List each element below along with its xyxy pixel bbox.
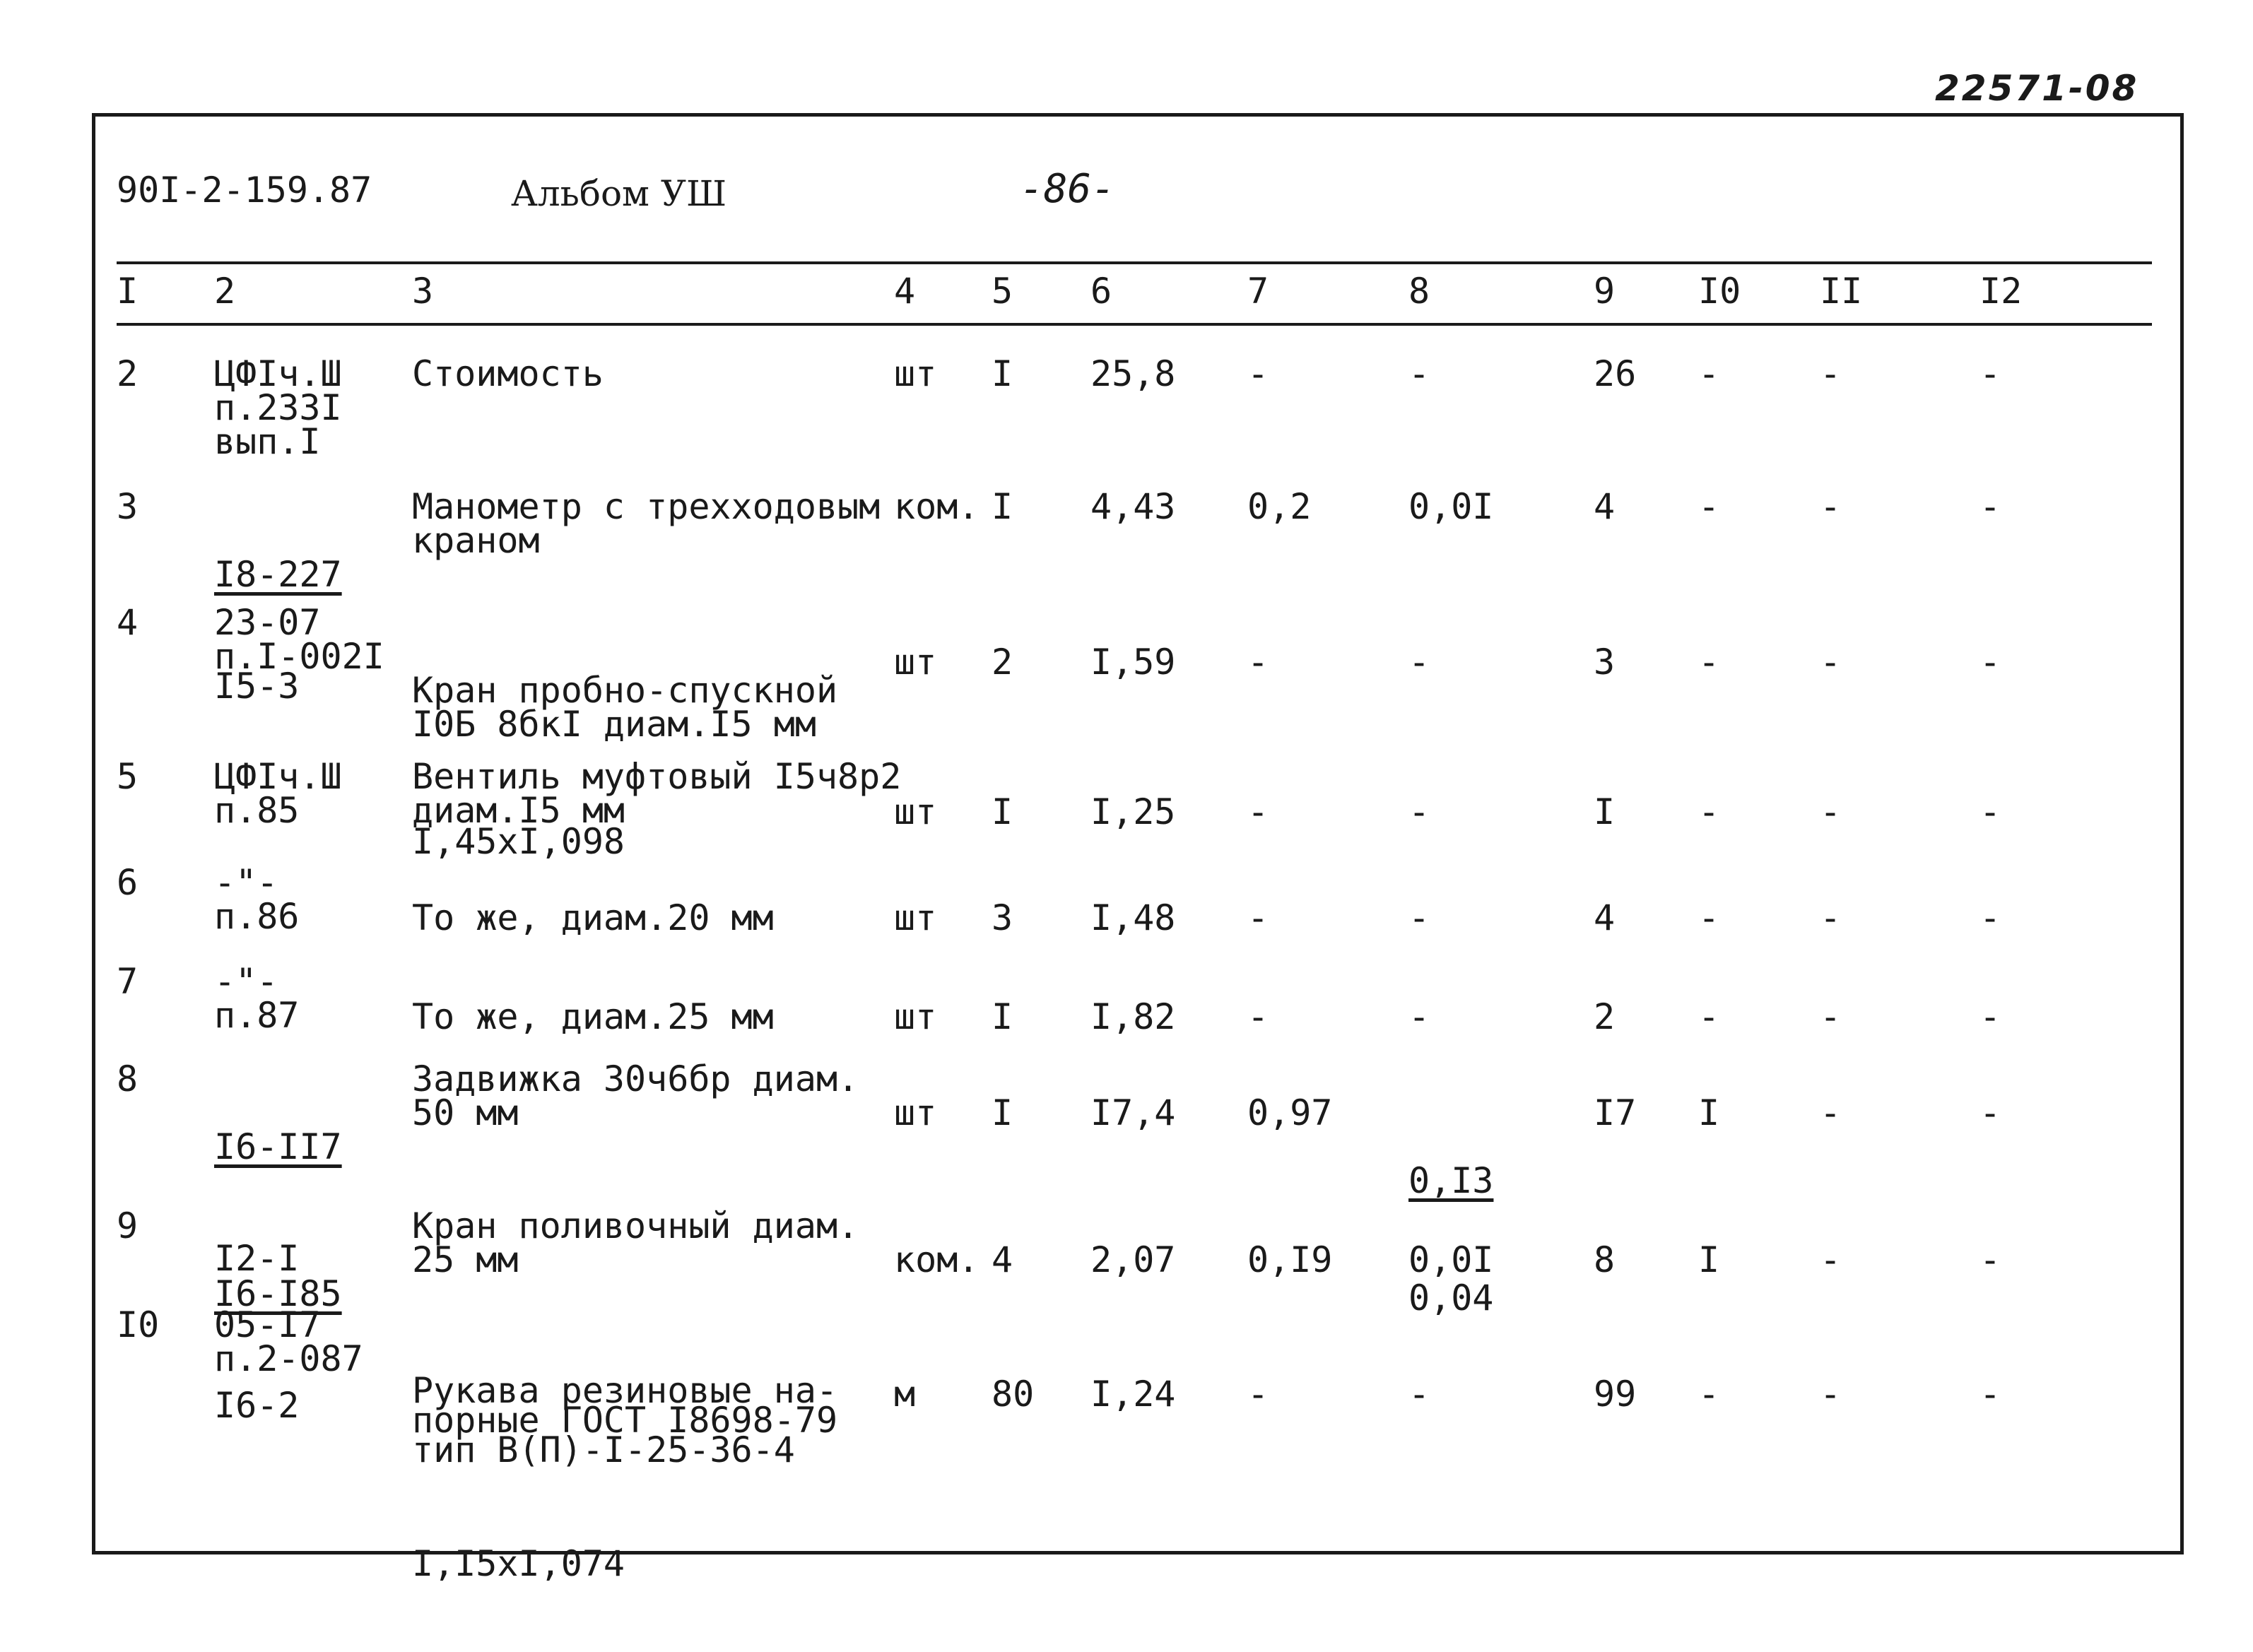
col8-cell: -: [1408, 353, 1430, 394]
name-text: Кран пробно-спускной I0Б 8бкI диам.I5 мм: [412, 670, 838, 745]
price-cell: I,25: [1090, 791, 1176, 832]
code-denominator: I5-3: [214, 666, 300, 707]
col10-cell: -: [1698, 353, 1720, 394]
col10-cell: -: [1698, 996, 1720, 1037]
col12-cell: -: [1980, 996, 2001, 1037]
row-number: 5: [117, 756, 139, 797]
price-cell: I,59: [1090, 642, 1176, 683]
project-code: 90I-2-159.87: [117, 170, 372, 211]
col7-cell: 0,2: [1247, 486, 1312, 527]
unit-cell: шт: [894, 353, 937, 394]
qty-cell: I: [992, 486, 1013, 527]
col12-cell: -: [1980, 791, 2001, 832]
qty-cell: I: [992, 353, 1013, 394]
column-header: I0: [1698, 271, 1741, 312]
name-cell: То же, диам.25 мм: [412, 996, 774, 1037]
name-cell: Задвижка 30ч6бр диам. 50 мм: [412, 1058, 859, 1133]
col9-cell: 4: [1594, 486, 1616, 527]
name-cell: То же, диам.20 мм: [412, 897, 774, 938]
name-extra: I,I5хI,074: [412, 1543, 625, 1584]
name-cell: Манометр с трехходовым краном: [412, 486, 881, 561]
col10-cell: -: [1698, 486, 1720, 527]
code-cell: -"- п.86: [214, 862, 300, 937]
col7-cell: -: [1247, 791, 1269, 832]
unit-cell: ком.: [894, 486, 980, 527]
price-cell: 25,8: [1090, 353, 1176, 394]
name-cell: Стоимость: [412, 353, 604, 394]
qty-cell: 80: [992, 1374, 1035, 1415]
name-cell: Кран поливочный диам. 25 мм: [412, 1205, 859, 1280]
qty-cell: I: [992, 996, 1013, 1037]
col8-cell: -: [1408, 1374, 1430, 1415]
name-cell: [412, 1308, 837, 1648]
unit-cell: м: [894, 1374, 916, 1415]
code-cell: ЦФIч.Ш п.85: [214, 756, 342, 831]
col9-cell: 3: [1594, 642, 1616, 683]
col9-cell: 4: [1594, 897, 1616, 938]
col7-cell: 0,I9: [1247, 1239, 1333, 1280]
header-top-rule: [117, 261, 2152, 264]
unit-cell: шт: [894, 1092, 937, 1133]
code-numerator: I6-I85: [214, 1273, 342, 1314]
code-cell: -"- п.87: [214, 961, 300, 1036]
price-cell: I,82: [1090, 996, 1176, 1037]
column-header: 5: [992, 271, 1013, 312]
col11-cell: -: [1820, 791, 1842, 832]
col10-cell: -: [1698, 1374, 1720, 1415]
col12-cell: -: [1980, 1092, 2001, 1133]
col9-cell: 8: [1594, 1239, 1616, 1280]
col12-cell: -: [1980, 897, 2001, 938]
code-numerator: I8-227: [214, 554, 342, 595]
col8-cell: -: [1408, 897, 1430, 938]
col7-cell: -: [1247, 996, 1269, 1037]
column-header: 8: [1408, 271, 1430, 312]
column-header: II: [1820, 271, 1863, 312]
col9-cell: I: [1594, 791, 1616, 832]
col12-cell: -: [1980, 1239, 2001, 1280]
column-header: I2: [1980, 271, 2023, 312]
unit-cell: шт: [894, 642, 937, 683]
price-cell: I,24: [1090, 1374, 1176, 1415]
col11-cell: -: [1820, 1092, 1842, 1133]
col11-cell: -: [1820, 486, 1842, 527]
name-extra: I,45хI,098: [412, 821, 625, 862]
col8-cell: -: [1408, 791, 1430, 832]
column-header: 3: [412, 271, 434, 312]
unit-cell: шт: [894, 897, 937, 938]
col7-cell: -: [1247, 897, 1269, 938]
col10-cell: -: [1698, 791, 1720, 832]
col7-cell: -: [1247, 642, 1269, 683]
price-cell: 4,43: [1090, 486, 1176, 527]
column-header: 9: [1594, 271, 1616, 312]
qty-cell: 2: [992, 642, 1013, 683]
document-number: 22571-08: [1935, 68, 2139, 109]
col9-cell: I7: [1594, 1092, 1637, 1133]
row-number: 4: [117, 602, 139, 643]
name-text: Рукава резиновые на- порные ГОСТ I8698-79 тип В(П)-I-25-36-4: [412, 1370, 838, 1470]
col12-cell: -: [1980, 353, 2001, 394]
name-cell: Вентиль муфтовый I5ч8р2 диам.I5 мм: [412, 756, 902, 831]
price-cell: 2,07: [1090, 1239, 1176, 1280]
row-number: 3: [117, 486, 139, 527]
col11-cell: -: [1820, 1239, 1842, 1280]
column-header: 6: [1090, 271, 1112, 312]
column-header: 4: [894, 271, 916, 312]
unit-cell: шт: [894, 791, 937, 832]
col12-cell: -: [1980, 486, 2001, 527]
col8-cell: 0,0I: [1408, 1239, 1494, 1280]
code-denominator: I2-I: [214, 1238, 300, 1279]
col10-cell: I: [1698, 1092, 1720, 1133]
col11-cell: -: [1820, 996, 1842, 1037]
row-number: 7: [117, 961, 139, 1002]
code-cell: ЦФIч.Ш п.233I вып.I: [214, 353, 342, 462]
qty-cell: 3: [992, 897, 1013, 938]
col9-cell: 2: [1594, 996, 1616, 1037]
column-header: 7: [1247, 271, 1269, 312]
page-frame: [92, 113, 2184, 1584]
code-cell: 05-I7 п.2-087: [214, 1304, 363, 1379]
price-cell: I7,4: [1090, 1092, 1176, 1133]
code-numerator: I6-II7: [214, 1126, 342, 1167]
page-number: -86-: [1020, 166, 1115, 212]
unit-cell: ком.: [894, 1239, 980, 1280]
row-number: 8: [117, 1058, 139, 1099]
row-number: 2: [117, 353, 139, 394]
col8-numerator: 0,I3: [1408, 1160, 1494, 1201]
col8-cell: 0,0I: [1408, 486, 1494, 527]
col12-cell: -: [1980, 642, 2001, 683]
col9-cell: 26: [1594, 353, 1637, 394]
col8-denominator: 0,04: [1408, 1278, 1494, 1318]
col10-cell: -: [1698, 897, 1720, 938]
col11-cell: -: [1820, 897, 1842, 938]
col9-cell: 99: [1594, 1374, 1637, 1415]
col11-cell: -: [1820, 353, 1842, 394]
col11-cell: -: [1820, 1374, 1842, 1415]
code-denominator: I6-2: [214, 1385, 300, 1426]
unit-cell: шт: [894, 996, 937, 1037]
column-header: I: [117, 271, 139, 312]
col10-cell: -: [1698, 642, 1720, 683]
col8-cell: -: [1408, 642, 1430, 683]
row-number: I0: [117, 1304, 160, 1345]
col7-cell: -: [1247, 353, 1269, 394]
col7-cell: 0,97: [1247, 1092, 1333, 1133]
col8-cell: -: [1408, 996, 1430, 1037]
code-cell: 23-07 п.I-002I: [214, 602, 384, 677]
album-label: Альбом УШ: [511, 173, 727, 214]
col12-cell: -: [1980, 1374, 2001, 1415]
column-header: 2: [214, 271, 236, 312]
col7-cell: -: [1247, 1374, 1269, 1415]
qty-cell: I: [992, 791, 1013, 832]
header-bottom-rule: [117, 323, 2152, 326]
row-number: 6: [117, 862, 139, 903]
row-number: 9: [117, 1205, 139, 1246]
col10-cell: I: [1698, 1239, 1720, 1280]
qty-cell: I: [992, 1092, 1013, 1133]
col11-cell: -: [1820, 642, 1842, 683]
price-cell: I,48: [1090, 897, 1176, 938]
qty-cell: 4: [992, 1239, 1013, 1280]
